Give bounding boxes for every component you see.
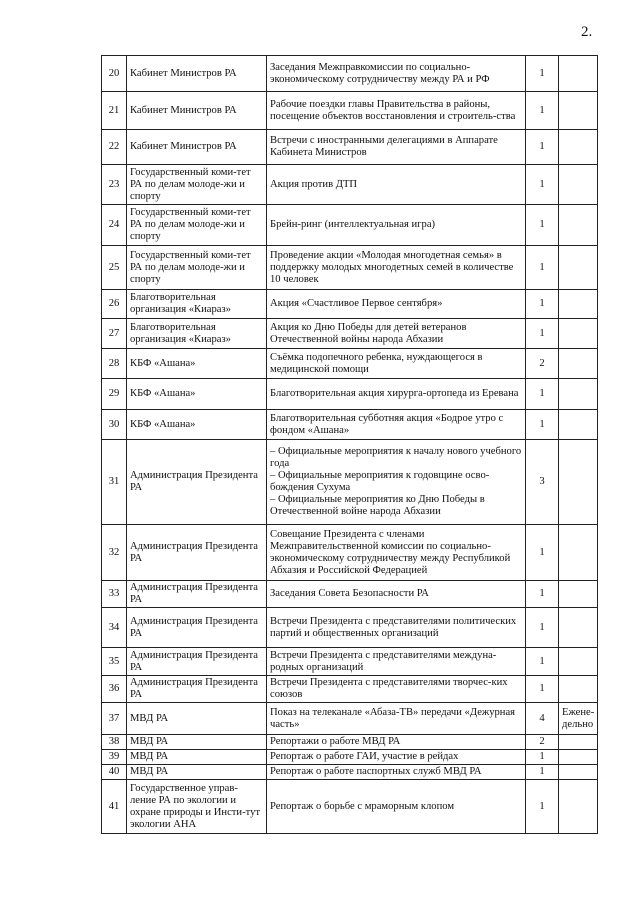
organization-cell: Администрация Президента РА [127, 648, 267, 676]
event-cell: Встречи Президента с представителями творчес-ких союзов [267, 676, 526, 703]
table-row [102, 703, 598, 735]
note-cell [559, 750, 598, 765]
table-row [102, 130, 598, 165]
quantity-cell: 2 [526, 349, 559, 379]
table-row [102, 319, 598, 349]
table-row [102, 349, 598, 379]
event-cell: Съёмка подопечного ребенка, нуждающегося в медицинской помощи [267, 349, 526, 379]
event-cell: Встречи Президента с представителями политических партий и общественных организаций [267, 608, 526, 648]
quantity-cell: 1 [526, 750, 559, 765]
note-cell [559, 246, 598, 290]
table-row [102, 525, 598, 581]
note-cell [559, 780, 598, 834]
row-number: 38 [102, 735, 127, 750]
row-number: 41 [102, 780, 127, 834]
organization-cell: МВД РА [127, 735, 267, 750]
quantity-cell: 1 [526, 676, 559, 703]
note-cell [559, 581, 598, 608]
events-table [101, 55, 598, 834]
quantity-cell: 1 [526, 165, 559, 205]
note-cell [559, 205, 598, 246]
event-cell: Акция против ДТП [267, 165, 526, 205]
organization-cell: Администрация Президента РА [127, 581, 267, 608]
organization-cell: Благотворительная организация «Киараз» [127, 319, 267, 349]
quantity-cell: 1 [526, 246, 559, 290]
quantity-cell: 1 [526, 648, 559, 676]
organization-cell: КБФ «Ашана» [127, 379, 267, 410]
quantity-cell: 2 [526, 735, 559, 750]
note-cell [559, 130, 598, 165]
quantity-cell: 1 [526, 130, 559, 165]
table-row [102, 765, 598, 780]
page-number: 2. [581, 24, 593, 40]
row-number: 39 [102, 750, 127, 765]
note-cell [559, 319, 598, 349]
note-cell [559, 379, 598, 410]
note-cell [559, 765, 598, 780]
quantity-cell: 1 [526, 608, 559, 648]
organization-cell: Кабинет Министров РА [127, 130, 267, 165]
quantity-cell: 1 [526, 410, 559, 440]
note-cell [559, 56, 598, 92]
table-row [102, 205, 598, 246]
row-number: 22 [102, 130, 127, 165]
table-row [102, 750, 598, 765]
row-number: 30 [102, 410, 127, 440]
table-row [102, 410, 598, 440]
organization-cell: Государственное управ-ление РА по экологии и охране природы и Инсти-тут экологии АНА [127, 780, 267, 834]
note-cell: Ежене-дельно [559, 703, 598, 735]
table-row [102, 246, 598, 290]
quantity-cell: 1 [526, 319, 559, 349]
row-number: 29 [102, 379, 127, 410]
organization-cell: КБФ «Ашана» [127, 349, 267, 379]
table-row [102, 165, 598, 205]
note-cell [559, 735, 598, 750]
event-cell: Благотворительная акция хирурга-ортопеда из Еревана [267, 379, 526, 410]
event-cell: Брейн-ринг (интеллектуальная игра) [267, 205, 526, 246]
event-cell: Рабочие поездки главы Правительства в районы, посещение объектов восстановления и строитель-ства [267, 92, 526, 130]
event-cell: Репортаж о борьбе с мраморным клопом [267, 780, 526, 834]
organization-cell: МВД РА [127, 703, 267, 735]
organization-cell: Государственный коми-тет РА по делам молоде-жи и спорту [127, 165, 267, 205]
row-number: 20 [102, 56, 127, 92]
quantity-cell: 3 [526, 440, 559, 525]
table-row [102, 735, 598, 750]
row-number: 23 [102, 165, 127, 205]
table-row [102, 379, 598, 410]
row-number: 25 [102, 246, 127, 290]
row-number: 34 [102, 608, 127, 648]
row-number: 31 [102, 440, 127, 525]
table-row [102, 581, 598, 608]
table-row [102, 676, 598, 703]
organization-cell: Администрация Президента РА [127, 525, 267, 581]
organization-cell: Администрация Президента РА [127, 608, 267, 648]
note-cell [559, 349, 598, 379]
row-number: 40 [102, 765, 127, 780]
quantity-cell: 1 [526, 780, 559, 834]
organization-cell: Администрация Президента РА [127, 440, 267, 525]
organization-cell: МВД РА [127, 750, 267, 765]
event-cell: Репортаж о работе паспортных служб МВД РА [267, 765, 526, 780]
note-cell [559, 440, 598, 525]
event-cell: Акция «Счастливое Первое сентября» [267, 290, 526, 319]
event-cell: Репортажи о работе МВД РА [267, 735, 526, 750]
note-cell [559, 92, 598, 130]
row-number: 21 [102, 92, 127, 130]
quantity-cell: 4 [526, 703, 559, 735]
row-number: 37 [102, 703, 127, 735]
row-number: 26 [102, 290, 127, 319]
event-cell: Встречи с иностранными делегациями в Аппарате Кабинета Министров [267, 130, 526, 165]
row-number: 33 [102, 581, 127, 608]
quantity-cell: 1 [526, 581, 559, 608]
note-cell [559, 165, 598, 205]
event-cell: Встречи Президента с представителями междуна-родных организаций [267, 648, 526, 676]
row-number: 28 [102, 349, 127, 379]
note-cell [559, 290, 598, 319]
note-cell [559, 525, 598, 581]
quantity-cell: 1 [526, 290, 559, 319]
note-cell [559, 608, 598, 648]
organization-cell: МВД РА [127, 765, 267, 780]
event-cell: – Официальные мероприятия к началу нового учебного года – Официальные мероприятия к годовщине осво-бождения Сухума – Официальные мероприятия ко Дню Победы в Отечественной войне народа Абхазии [267, 440, 526, 525]
event-cell: Заседания Совета Безопасности РА [267, 581, 526, 608]
note-cell [559, 410, 598, 440]
event-cell: Показ на телеканале «Абаза-ТВ» передачи «Дежурная часть» [267, 703, 526, 735]
table-row [102, 56, 598, 92]
quantity-cell: 1 [526, 56, 559, 92]
quantity-cell: 1 [526, 92, 559, 130]
row-number: 35 [102, 648, 127, 676]
organization-cell: Благотворительная организация «Киараз» [127, 290, 267, 319]
event-cell: Заседания Межправкомиссии по социально-экономическому сотрудничеству между РА и РФ [267, 56, 526, 92]
event-cell: Совещание Президента с членами Межправительственной комиссии по социально-экономическому сотрудничеству между Республикой Абхазия и Российской Федерацией [267, 525, 526, 581]
table-row [102, 290, 598, 319]
table-row [102, 780, 598, 834]
note-cell [559, 676, 598, 703]
event-cell: Репортаж о работе ГАИ, участие в рейдах [267, 750, 526, 765]
organization-cell: КБФ «Ашана» [127, 410, 267, 440]
row-number: 36 [102, 676, 127, 703]
quantity-cell: 1 [526, 379, 559, 410]
organization-cell: Администрация Президента РА [127, 676, 267, 703]
table-row [102, 92, 598, 130]
quantity-cell: 1 [526, 525, 559, 581]
organization-cell: Государственный коми-тет РА по делам молоде-жи и спорту [127, 205, 267, 246]
event-cell: Проведение акции «Молодая многодетная семья» в поддержку молодых многодетных семей в количестве 10 человек [267, 246, 526, 290]
quantity-cell: 1 [526, 205, 559, 246]
organization-cell: Государственный коми-тет РА по делам молоде-жи и спорту [127, 246, 267, 290]
organization-cell: Кабинет Министров РА [127, 92, 267, 130]
organization-cell: Кабинет Министров РА [127, 56, 267, 92]
table-row [102, 608, 598, 648]
row-number: 32 [102, 525, 127, 581]
row-number: 27 [102, 319, 127, 349]
table-row [102, 648, 598, 676]
quantity-cell: 1 [526, 765, 559, 780]
event-cell: Акция ко Дню Победы для детей ветеранов Отечественной войны народа Абхазии [267, 319, 526, 349]
table-row [102, 440, 598, 525]
note-cell [559, 648, 598, 676]
event-cell: Благотворительная субботняя акция «Бодрое утро с фондом «Ашана» [267, 410, 526, 440]
row-number: 24 [102, 205, 127, 246]
